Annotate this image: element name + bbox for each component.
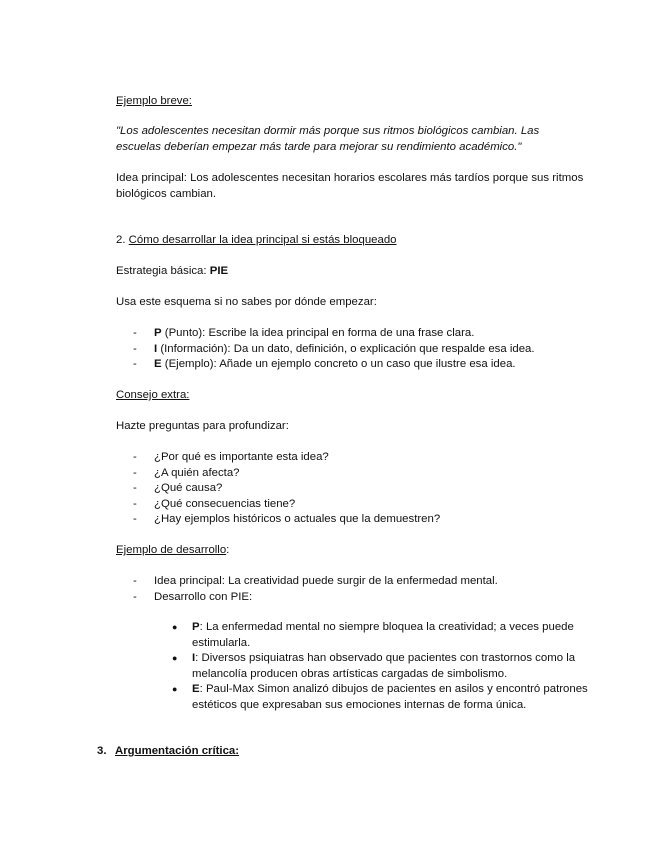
list-item: - ¿Hay ejemplos históricos o actuales que la demuestren? bbox=[116, 512, 596, 528]
section2-number: 2. bbox=[116, 234, 126, 246]
list-item: - ¿Qué causa? bbox=[116, 481, 596, 497]
pie-text: : Paul-Max Simon analizó dibujos de pacientes en asilos y encontró patrones estéticos que expresaban sus emociones internas de forma única. bbox=[192, 683, 588, 711]
section3-title: Argumentación crítica: bbox=[115, 745, 240, 757]
pie-text: (Punto): Escribe la idea principal en forma de una frase clara. bbox=[161, 327, 475, 339]
section2-heading bbox=[116, 233, 596, 249]
pie-text: (Información): Da un dato, definición, o explicación que respalde esa idea. bbox=[157, 342, 535, 355]
pie-letter: P bbox=[192, 621, 200, 633]
list-item: - ¿Qué consecuencias tiene? bbox=[116, 497, 596, 513]
list-item bbox=[172, 682, 592, 713]
pie-intro: Usa este esquema si no sabes por dónde empezar: bbox=[116, 296, 377, 308]
pie-letter: E bbox=[192, 683, 200, 695]
dev-heading-colon: : bbox=[226, 544, 230, 556]
list-item bbox=[116, 357, 596, 373]
example-quote: "Los adolescentes necesitan dormir más porque sus ritmos biológicos cambian. Las escuelas deberían empezar más tarde para mejorar su rendimiento académico." bbox=[116, 125, 540, 153]
list-item bbox=[172, 651, 592, 682]
pie-letter: E bbox=[154, 358, 162, 370]
section3-number: 3. bbox=[97, 745, 107, 757]
list-item bbox=[172, 620, 592, 651]
pie-text: : Diversos psiquiatras han observado que pacientes con trastornos como la melancolía producen obras artísticas cargadas de simbolismo. bbox=[192, 652, 576, 680]
pie-list bbox=[116, 326, 596, 373]
list-item: - Desarrollo con PIE: bbox=[116, 590, 596, 606]
dev-heading bbox=[116, 543, 596, 559]
questions-list bbox=[116, 450, 596, 528]
strategy-line bbox=[116, 264, 596, 280]
dev-list bbox=[116, 574, 596, 605]
pie-letter: I bbox=[154, 342, 158, 355]
pie-text: (Ejemplo): Añade un ejemplo concreto o un caso que ilustre esa idea. bbox=[161, 358, 516, 370]
pie-text: : La enfermedad mental no siempre bloquea la creatividad; a veces puede estimularla. bbox=[192, 621, 574, 649]
pie-letter: I bbox=[192, 652, 196, 664]
dev-pie-list bbox=[172, 620, 592, 713]
list-item bbox=[116, 342, 596, 358]
tip-intro: Hazte preguntas para profundizar: bbox=[116, 420, 289, 432]
section2-title: Cómo desarrollar la idea principal si estás bloqueado bbox=[128, 234, 397, 246]
list-item: - Idea principal: La creatividad puede surgir de la enfermedad mental. bbox=[116, 574, 596, 590]
tip-heading: Consejo extra: bbox=[116, 389, 190, 401]
list-item bbox=[116, 326, 596, 342]
dev-heading-text: Ejemplo de desarrollo bbox=[116, 544, 227, 556]
list-item: - ¿A quién afecta? bbox=[116, 466, 596, 482]
section3-heading bbox=[97, 744, 239, 760]
list-item: - ¿Por qué es importante esta idea? bbox=[116, 450, 596, 466]
pie-letter: P bbox=[154, 327, 162, 339]
strategy-name: PIE bbox=[209, 265, 229, 277]
strategy-label: Estrategia básica: bbox=[116, 265, 207, 277]
example-main-idea: Idea principal: Los adolescentes necesitan horarios escolares más tardíos porque sus ritmos biológicos cambian. bbox=[116, 172, 584, 200]
example-brief-heading: Ejemplo breve: bbox=[116, 95, 192, 107]
